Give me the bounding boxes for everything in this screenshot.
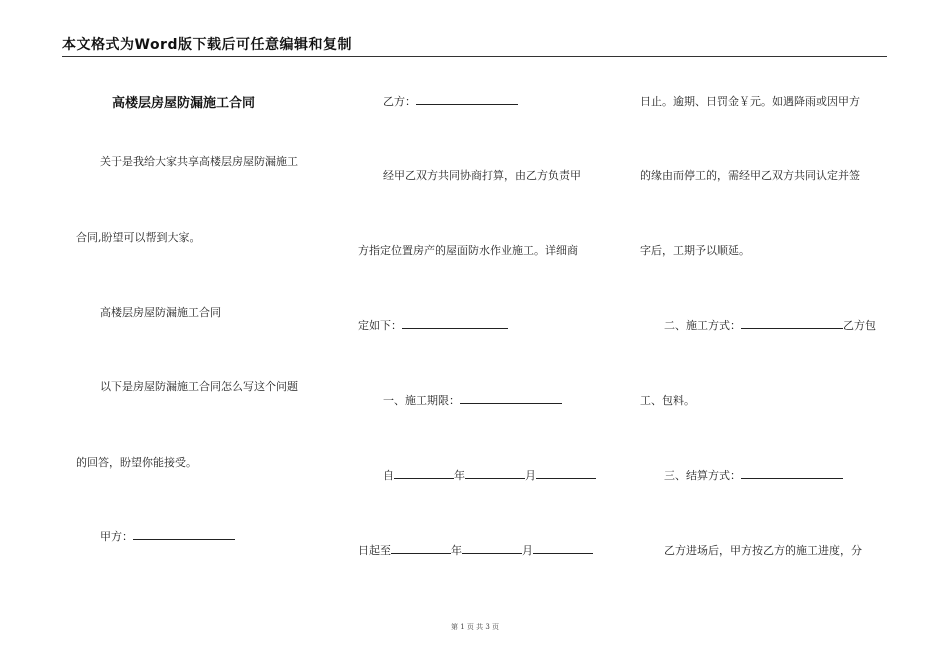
party-a-line [100,528,235,544]
paragraph-line: 关于是我给大家共享高楼层房屋防漏施工 [100,155,298,168]
year-label: 年 [454,469,465,482]
year-label: 年 [451,544,462,557]
until-label: 日起至 [358,544,391,557]
month-blank [465,468,525,479]
paragraph-line: 的缘由而停工的，需经甲乙双方共同认定并签 [640,169,860,182]
settlement-blank [741,468,843,479]
paragraph-line: 工、包料。 [640,394,695,407]
party-a-label: 甲方： [100,530,133,543]
method-label: 二、施工方式： [664,319,741,332]
paragraph-line: 高楼层房屋防漏施工合同 [100,306,221,319]
method-blank [741,318,843,329]
party-b-label: 乙方： [383,95,416,108]
term-line [383,392,562,408]
year-blank [394,468,454,479]
paragraph-line: 经甲乙双方共同协商打算，由乙方负责甲 [383,169,581,182]
agreement-blank [402,318,508,329]
party-a-blank [133,529,235,540]
settlement-label: 三、结算方式： [664,469,741,482]
paragraph-line: 合同,盼望可以帮到大家。 [76,231,201,244]
day-blank [533,543,593,554]
document-header [62,34,887,57]
document-title: 高楼层房屋防漏施工合同 [112,96,256,111]
header-text: 本文格式为Word版下载后可任意编辑和复制 [62,37,352,53]
agreement-label: 定如下： [358,319,402,332]
day-blank [536,468,596,479]
month-label: 月 [522,544,533,557]
end-date-line [358,542,593,558]
settlement-line [664,467,843,483]
paragraph-line: 乙方进场后，甲方按乙方的施工进度，分 [664,544,862,557]
party-b-line [383,93,518,109]
from-label: 自 [383,469,394,482]
month-label: 月 [525,469,536,482]
agreement-line [358,317,508,333]
method-line [664,317,876,333]
start-date-line [383,467,596,483]
term-blank [460,393,562,404]
method-suffix: 乙方包 [843,319,876,332]
paragraph-line: 字后，工期予以顺延。 [640,244,750,257]
paragraph-line: 方指定位置房产的屋面防水作业施工。详细商 [358,244,578,257]
party-b-blank [416,94,518,105]
year-blank [391,543,451,554]
paragraph-line: 以下是房屋防漏施工合同怎么写这个问题 [100,380,298,393]
month-blank [462,543,522,554]
page-number: 第 1 页 共 3 页 [450,623,500,631]
paragraph-line: 日止。逾期、日罚金￥元。如遇降雨或因甲方 [640,95,860,108]
term-label: 一、施工期限： [383,394,460,407]
paragraph-line: 的回答，盼望你能接受。 [76,456,197,469]
